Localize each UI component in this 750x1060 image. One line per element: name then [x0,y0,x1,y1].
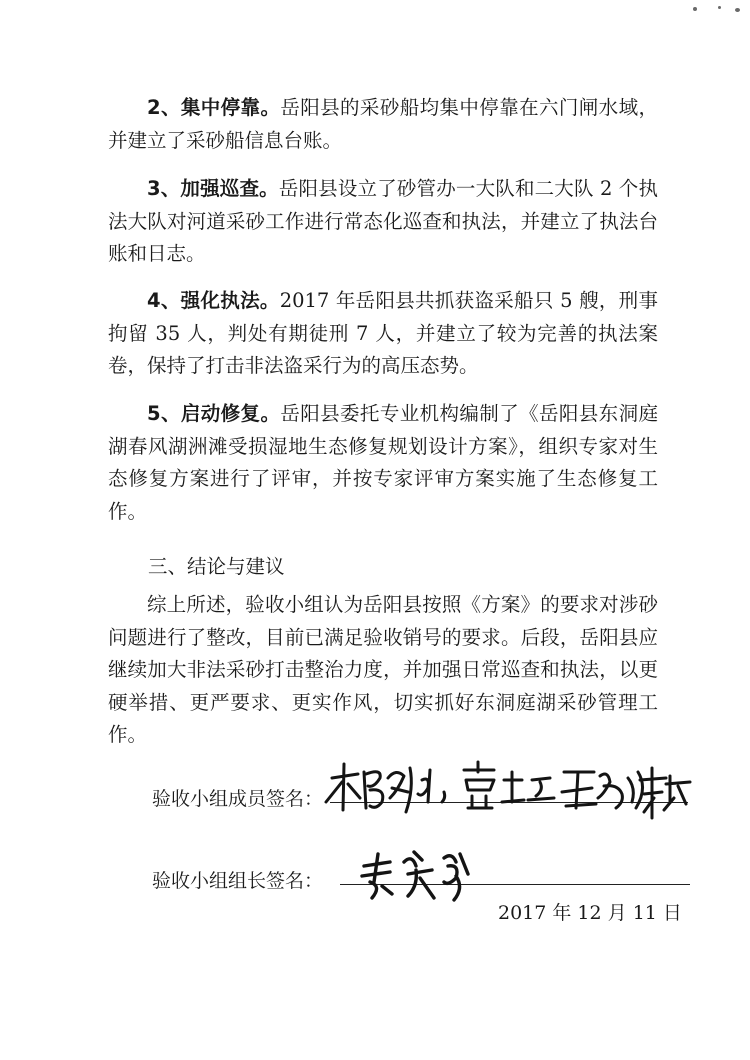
leader-handwritten-signature [356,846,486,906]
item-heading: 5、启动修复。 [147,402,281,425]
conclusion-text: 综上所述，验收小组认为岳阳县按照《方案》的要求对涉砂问题进行了整改，目前已满足验收销号的要求。后段，岳阳县应继续加大非法采砂打击整治力度，并加强日常巡查和执法，以更硬举措、更严要求、更实作风，切实抓好东洞庭湖采砂管理工作。 [108,593,658,746]
signature-date: 2017 年 12 月 11 日 [498,902,682,924]
section-heading-conclusion: 三、结论与建议 [148,555,285,578]
item-start-restoration [108,398,658,528]
item-concentrated-mooring [108,92,658,157]
scan-speck [693,7,697,11]
item-text: 岳阳县的采砂船均集中停靠在六门闸水域，并建立了采砂船信息台账。 [108,96,658,152]
members-signature-label: 验收小组成员签名： [152,788,324,810]
scan-speck [735,8,740,12]
item-heading: 2、集中停靠。 [147,96,281,119]
item-heading: 3、加强巡查。 [147,177,279,200]
item-strengthen-patrol [108,173,658,271]
item-text: 2017 年岳阳县共抓获盗采船只 5 艘，刑事拘留 35 人，判处有期徒刑 7 人，并建立了较为完善的执法案卷，保持了打击非法盗采行为的高压态势。 [108,289,658,377]
item-text: 岳阳县设立了砂管办一大队和二大队 2 个执法大队对河道采砂工作进行常态化巡查和执法，并建立了执法台账和日志。 [108,177,658,265]
conclusion-paragraph [108,589,658,752]
item-strengthen-enforcement [108,285,658,383]
item-text: 岳阳县委托专业机构编制了《岳阳县东洞庭湖春风湖洲滩受损湿地生态修复规划设计方案》，组织专家对生态修复方案进行了评审，并按专家评审方案实施了生态修复工作。 [108,402,658,523]
scan-speck [718,6,721,9]
members-handwritten-signatures [318,758,698,820]
leader-signature-label: 验收小组组长签名： [152,870,324,892]
item-heading: 4、强化执法。 [147,289,280,312]
